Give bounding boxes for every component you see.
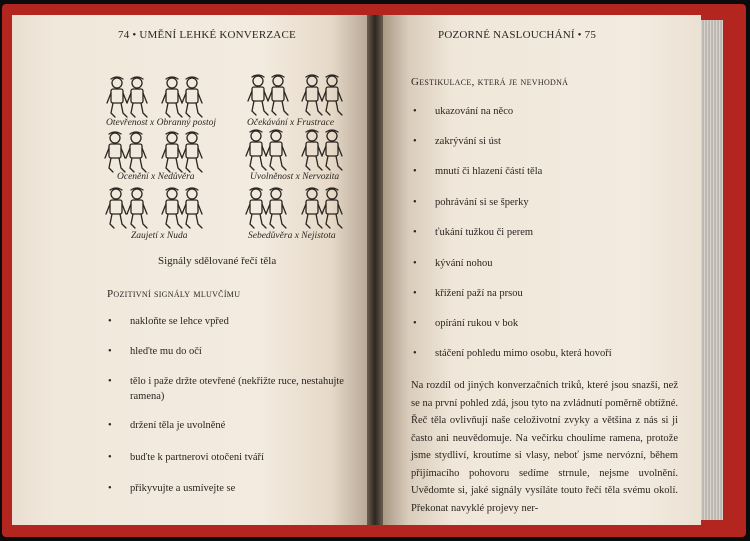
caption-confidence: Sebedůvěra x Nejistota — [248, 231, 336, 241]
figure-pair-interest — [106, 188, 202, 228]
list-item: • hleďte mu do očí — [108, 346, 202, 357]
list-item: • pohrávání si se šperky — [413, 197, 529, 208]
list-item: • tělo i paže držte otevřené (nekřižte ruce, nestahujte — [108, 376, 344, 387]
figure-pair-relaxation — [246, 130, 342, 170]
list-item: • nakloňte se lehce vpřed — [108, 316, 229, 327]
list-item: • kývání nohou — [413, 258, 493, 269]
figure-pair-confidence — [246, 188, 342, 228]
right-running-head: POZORNÉ NASLOUCHÁNÍ • 75 — [438, 29, 597, 41]
caption-appreciation: Ocenění x Nedůvěra — [117, 172, 195, 182]
list-item: • opírání rukou v bok — [413, 318, 519, 329]
caption-openness: Otevřenost x Obranný postoj — [106, 118, 217, 128]
list-item: • buďte k partnerovi otočeni tváří — [108, 452, 264, 463]
caption-relaxation: Uvolněnost x Nervozita — [250, 172, 340, 182]
right-section-title: Gestikulace, která je nevhodná — [411, 76, 569, 88]
list-item-continuation: ramena) — [130, 391, 165, 402]
body-paragraph: Na rozdíl od jiných konverzačních triků, které jsou snazší, než se na první pohled zdá, jsou tyto na zvládnutí poměrně obtížné. Řeč těla ovlivňují naše celoživotní zvyky a většina z nás si ji často ani neuvědomuje. Na večírku choulíme ramena, protože jsme stydliví, kroutíme si vlasy, neboť jsme nervózní, během přijímacího pohovoru sedíme strnule, nejsme uvolnění. Uvědomte si, jaké signály vysíláte touto řečí těla svému okolí. Překonat navyklé projevy ner- — [411, 380, 678, 514]
caption-interest: Zaujetí x Nuda — [131, 231, 188, 241]
list-item: • držení těla je uvolněné — [108, 420, 226, 431]
list-item: • křížení paží na prsou — [413, 288, 523, 299]
figure-pair-expectation — [248, 75, 342, 115]
left-section-title: Pozitivní signály mluvčímu — [107, 288, 241, 300]
list-item: • zakrývání si úst — [413, 136, 501, 147]
list-item: • mnutí či hlazení částí těla — [413, 166, 543, 177]
figure-pair-appreciation — [105, 132, 202, 172]
list-item: • stáčení pohledu mimo osobu, která hovoří — [413, 348, 612, 359]
list-item: • ukazování na něco — [413, 106, 514, 117]
figure-pair-openness — [107, 77, 202, 117]
caption-expectation: Očekávání x Frustrace — [247, 118, 335, 128]
list-item: • přikyvujte a usmívejte se — [108, 483, 236, 494]
figure-title: Signály sdělované řečí těla — [158, 255, 277, 267]
left-running-head: 74 • UMĚNÍ LEHKÉ KONVERZACE — [118, 29, 296, 41]
list-item: • ťukání tužkou či perem — [413, 227, 534, 238]
